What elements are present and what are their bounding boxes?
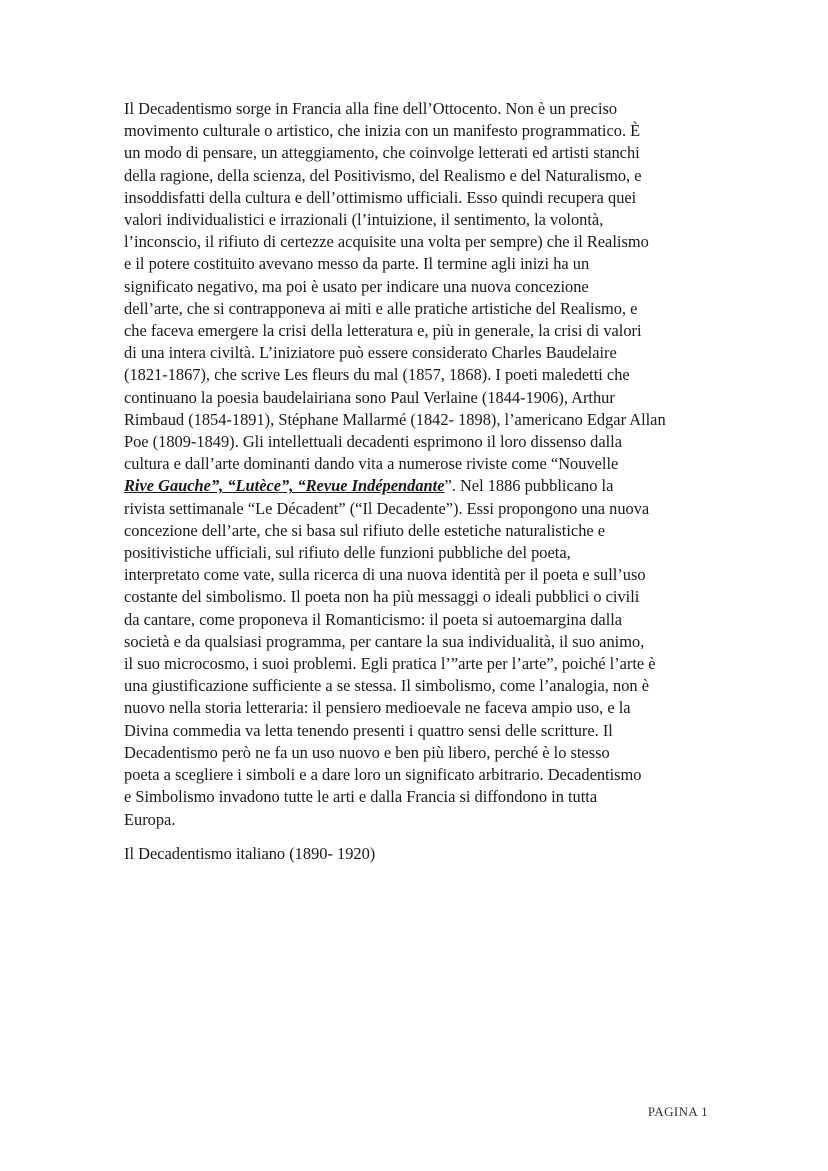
- paragraph-line: poeta a scegliere i simboli e a dare loro un significato arbitrario. Decadentismo: [124, 765, 642, 785]
- paragraph-line: e il potere costituito avevano messo da parte. Il termine agli inizi ha un: [124, 254, 590, 274]
- paragraph-line: nuovo nella storia letteraria: il pensiero medioevale ne faceva ampio uso, e la: [124, 698, 631, 718]
- paragraph-line: dell’arte, che si contrapponeva ai miti e alle pratiche artistiche del Realismo, e: [124, 298, 638, 318]
- paragraph-line: interpretato come vate, sulla ricerca di una nuova identità per il poeta e sull’uso: [124, 565, 646, 585]
- paragraph-line: movimento culturale o artistico, che inizia con un manifesto programmatico. È: [124, 121, 641, 141]
- paragraph-line: da cantare, come proponeva il Romanticismo: il poeta si autoemargina dalla: [124, 609, 623, 629]
- paragraph-line: Rimbaud (1854-1891), Stéphane Mallarmé (1842- 1898), l’americano Edgar Allan: [124, 409, 666, 429]
- paragraph-line: Europa.: [124, 809, 176, 829]
- paragraph-line: e Simbolismo invadono tutte le arti e dalla Francia si diffondono in tutta: [124, 787, 598, 807]
- journal-titles-emphasis: Rive Gauche”, “Lutèce”, “Revue Indépendante: [124, 476, 445, 496]
- emphasis-line-tail: ”. Nel 1886 pubblicano la: [444, 476, 614, 496]
- paragraph-line-emphasis: [124, 475, 714, 497]
- paragraph-line: continuano la poesia baudelairiana sono Paul Verlaine (1844-1906), Arthur: [124, 387, 615, 407]
- section-heading: Il Decadentismo italiano (1890- 1920): [124, 843, 376, 863]
- paragraph-line: l’inconscio, il rifiuto di certezze acquisite una volta per sempre) che il Realismo: [124, 232, 649, 252]
- paragraph-line: Decadentismo però ne fa un uso nuovo e ben più libero, perché è lo stesso: [124, 742, 610, 762]
- paragraph-line: che faceva emergere la crisi della letteratura e, più in generale, la crisi di valori: [124, 321, 642, 341]
- paragraph-line: significato negativo, ma poi è usato per indicare una nuova concezione: [124, 276, 589, 296]
- paragraph-line: insoddisfatti della cultura e dell’ottimismo ufficiali. Esso quindi recupera quei: [124, 187, 637, 207]
- paragraph-line: costante del simbolismo. Il poeta non ha più messaggi o ideali pubblici o civili: [124, 587, 640, 607]
- paragraph-line: una giustificazione sufficiente a se stessa. Il simbolismo, come l’analogia, non è: [124, 676, 649, 696]
- paragraph-line: concezione dell’arte, che si basa sul rifiuto delle estetiche naturalistiche e: [124, 520, 606, 540]
- paragraph-line: società e da qualsiasi programma, per cantare la sua individualità, il suo animo,: [124, 631, 645, 651]
- paragraph-line: il suo microcosmo, i suoi problemi. Egli pratica l’”arte per l’arte”, poiché l’arte è: [124, 654, 656, 674]
- paragraph-line: Poe (1809-1849). Gli intellettuali decadenti esprimono il loro dissenso dalla: [124, 432, 622, 452]
- paragraph-line: Il Decadentismo sorge in Francia alla fine dell’Ottocento. Non è un preciso: [124, 99, 618, 118]
- page-footer: PAGINA 1: [647, 1104, 708, 1119]
- paragraph-line: cultura e dall’arte dominanti dando vita a numerose riviste come “Nouvelle: [124, 454, 619, 474]
- paragraph-line: della ragione, della scienza, del Positivismo, del Realismo e del Naturalismo, e: [124, 165, 642, 185]
- body-paragraph: [124, 98, 714, 831]
- document-body: [124, 98, 714, 865]
- paragraph-line: (1821-1867), che scrive Les fleurs du mal (1857, 1868). I poeti maledetti che: [124, 365, 630, 385]
- paragraph-line: un modo di pensare, un atteggiamento, che coinvolge letterati ed artisti stanchi: [124, 143, 640, 163]
- paragraph-line: di una intera civiltà. L’iniziatore può essere considerato Charles Baudelaire: [124, 343, 617, 363]
- paragraph-line: rivista settimanale “Le Décadent” (“Il Decadente”). Essi propongono una nuova: [124, 498, 650, 518]
- paragraph-line: positivistiche ufficiali, sul rifiuto delle funzioni pubbliche del poeta,: [124, 543, 571, 563]
- paragraph-line: valori individualistici e irrazionali (l’intuizione, il sentimento, la volontà,: [124, 210, 604, 230]
- paragraph-line: Divina commedia va letta tenendo presenti i quattro sensi delle scritture. Il: [124, 720, 613, 740]
